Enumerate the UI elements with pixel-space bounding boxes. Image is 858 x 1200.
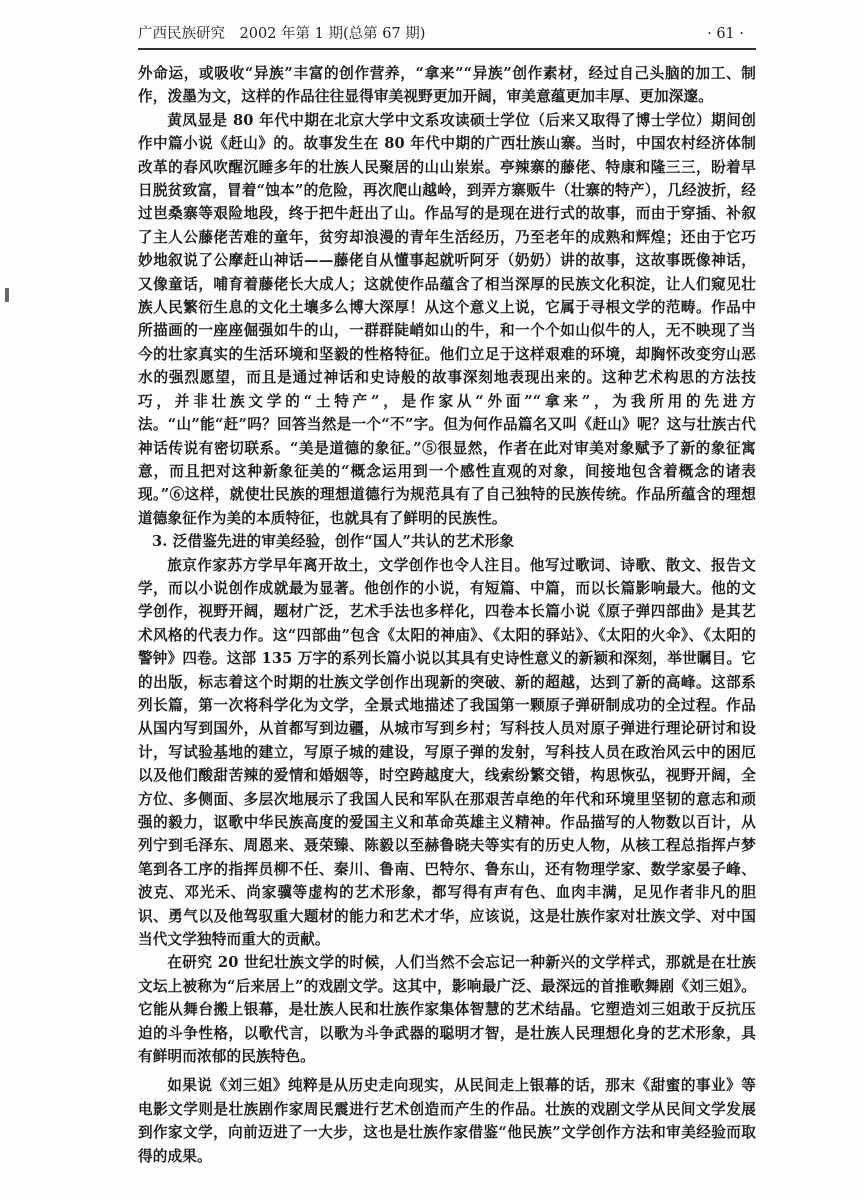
scan-margin-mark [5, 288, 9, 302]
paragraph-ganshan: 黄凤显是 80 年代中期在北京大学中文系攻读硕士学位（后来又取得了博士学位）期间创作中篇小说《赶山》的。故事发生在 80 年代中期的广西壮族山寨。当时，中国农村经济体制改革的春风吹醒沉睡多年的壮族人民聚居的山山岽岽。亭辣寨的藤佬、特康和隆三三，盼着早日脱贫致富，冒着“蚀本”的危险，再次爬山越岭，到弄方寨贩牛（壮寨的特产），几经波折，经过岜桑寨等艰险地段，终于把牛赶出了山。作品写的是现在进行式的故事，而由于穿插、补叙了主人公藤佬苦难的童年，贫穷却浪漫的青年生活经历，乃至老年的成熟和辉煌；还由于它巧妙地叙说了公摩赶山神话——藤佬自从懂事起就听阿牙（奶奶）讲的故事，这故事既像神话，又像童话，哺育着藤佬长大成人；这就使作品蕴含了相当深厚的民族文化积淀，让人们窥见壮族人民繁衍生息的文化土壤多么博大深厚！从这个意义上说，它属于寻根文学的范畴。作品中所描画的一座座倔强如牛的山，一群群陡峭如山的牛，和一个个如山似牛的人，无不映现了当今的壮家真实的生活环境和坚毅的性格特征。他们立足于这样艰难的环境，却胸怀改变穷山恶水的强烈愿望，而且是通过神话和史诗般的故事深刻地表现出来的。这种艺术构思的方法技巧，并非壮族文学的“土特产”，是作家从“外面”“拿来”，为我所用的先进方法。“山”能“赶”吗？回答当然是一个“不”字。但为何作品篇名又叫《赶山》呢？这与壮族古代神话传说有密切联系。“美是道德的象征。”⑤很显然，作者在此对审美对象赋予了新的象征寓意，而且把对这种新象征美的“概念运用到一个感性直观的对象，间接地包含着概念的诸表现。”⑥这样，就使壮民族的理想道德行为规范具有了自己独特的民族传统。作品所蕴含的理想道德象征作为美的本质特征，也就具有了鲜明的民族性。 [138, 111, 756, 527]
running-header [138, 22, 750, 46]
article-body [138, 62, 756, 1168]
paragraph-sufangxue: 旅京作家苏方学早年离开故土，文学创作也令人注目。他写过歌词、诗歌、散文、报告文学，而以小说创作成就最为显著。他创作的小说，有短篇、中篇，而以长篇影响最大。他的文学创作，视野开阔，题材广泛，艺术手法也多样化，四卷本长篇小说《原子弹四部曲》是其艺术风格的代表力作。这“四部曲”包含《太阳的神庙》、《太阳的驿站》、《太阳的火伞》、《太阳的警钟》四卷。这部 135 万字的系列长篇小说以其具有史诗性意义的新颖和深刻，举世瞩目。它的出版，标志着这个时期的壮族文学创作出现新的突破、新的超越，达到了新的高峰。这部系列长篇，第一次将科学化为文学，全景式地描述了我国第一颗原子弹研制成功的全过程。作品从国内写到国外，从首都写到边疆，从城市写到乡村；写科技人员对原子弹进行理论研讨和设计，写试验基地的建立，写原子城的建设，写原子弹的发射，写科技人员在政治风云中的困厄以及他们酸甜苦辣的爱情和婚姻等，时空跨越度大，线索纷繁交错，构思恢弘，视野开阔，全方位、多侧面、多层次地展示了我国人民和军队在那艰苦卓绝的年代和环境里坚韧的意志和顽强的毅力，讴歌中华民族高度的爱国主义和革命英雄主义精神。作品描写的人物数以百计，从列宁到毛泽东、周恩来、聂荣臻、陈毅以至赫鲁晓夫等实有的历史人物，从核工程总指挥卢梦笔到各工序的指挥员柳不任、秦川、鲁南、巴特尔、鲁东山，还有物理学家、数学家晏子峰、波克、邓光禾、尚家骥等虚构的艺术形象，都写得有声有色、血肉丰满，足见作者非凡的胆识、勇气以及他驾驭重大题材的能力和艺术才华，应该说，这是壮族作家对壮族文学、对中国当代文学独特而重大的贡献。 [138, 556, 756, 949]
paragraph-liusanjie: 在研究 20 世纪壮族文学的时候，人们当然不会忘记一种新兴的文学样式，那就是在壮族文坛上被称为“后来居上”的戏剧文学。这其中，影响最广泛、最深远的首推歌舞剧《刘三姐》。它能从舞台搬上银幕，是壮族人民和壮族作家集体智慧的艺术结晶。它塑造刘三姐敢于反抗压迫的斗争性格，以歌代言，以歌为斗争武器的聪明才智，是壮族人民理想化身的艺术形象，具有鲜明而浓郁的民族特色。 [138, 954, 756, 1066]
journal-title: 广西民族研究 2002 年第 1 期(总第 67 期) [138, 26, 426, 42]
scan-artifact [140, 1098, 580, 1100]
page-number: · 61 · [707, 26, 744, 42]
paragraph-continuation: 外命运，或吸收“异族”丰富的创作营养，“拿来”“异族”创作素材，经过自己头脑的加工、制作，泼墨为文，这样的作品往往显得审美视野更加开阔，审美意蕴更加丰厚、更加深邃。 [138, 65, 756, 106]
paragraph-conclusion: 如果说《刘三姐》纯粹是从历史走向现实，从民间走上银幕的话，那末《甜蜜的事业》等电影文学则是壮族剧作家周民震进行艺术创造而产生的作品。壮族的戏剧文学从民间文学发展到作家文学，向前迈进了一大步，这也是壮族作家借鉴“他民族”文学创作方法和审美经验而取得的成果。 [138, 1077, 756, 1165]
header-divider [138, 48, 756, 50]
section-heading-3: 3. 泛借鉴先进的审美经验，创作“国人”共认的艺术形象 [152, 533, 515, 551]
